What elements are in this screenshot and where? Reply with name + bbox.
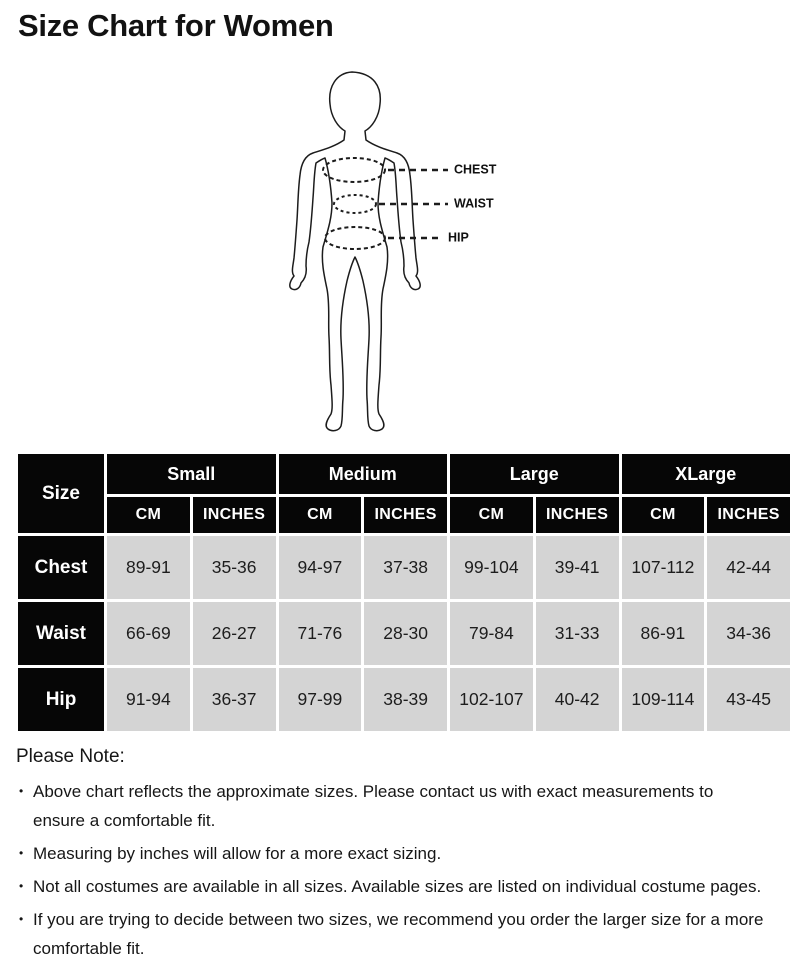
row-label-chest: Chest <box>18 536 104 599</box>
note-line: ensure a comfortable fit. <box>33 811 216 830</box>
unit-header-cm: CM <box>107 497 190 533</box>
measurement-cell: 97-99 <box>279 668 362 731</box>
unit-header-inches: INCHES <box>536 497 619 533</box>
note-line: If you are trying to decide between two sizes, we recommend you order the larger size for a more <box>33 910 764 929</box>
unit-header-inches: INCHES <box>364 497 447 533</box>
table-row-waist <box>18 602 790 665</box>
measurement-cell: 34-36 <box>707 602 790 665</box>
bullet-dot-icon: • <box>19 912 24 926</box>
female-body-outline-icon <box>280 62 520 437</box>
measurement-cell: 39-41 <box>536 536 619 599</box>
measurement-cell: 35-36 <box>193 536 276 599</box>
measurement-cell: 94-97 <box>279 536 362 599</box>
unit-header-cm: CM <box>450 497 533 533</box>
row-label-hip: Hip <box>18 668 104 731</box>
unit-header-cm: CM <box>279 497 362 533</box>
measurement-cell: 71-76 <box>279 602 362 665</box>
measurement-cell: 79-84 <box>450 602 533 665</box>
size-chart-table <box>15 451 793 734</box>
measurement-cell: 40-42 <box>536 668 619 731</box>
chest-label: CHEST <box>454 162 497 177</box>
group-header-small: Small <box>107 454 276 494</box>
unit-header-inches: INCHES <box>193 497 276 533</box>
note-item <box>16 872 808 901</box>
measurement-cell: 26-27 <box>193 602 276 665</box>
measurement-cell: 38-39 <box>364 668 447 731</box>
measurement-cell: 99-104 <box>450 536 533 599</box>
note-line: Above chart reflects the approximate sizes. Please contact us with exact measurements to <box>33 782 714 801</box>
body-measurement-diagram <box>280 62 520 437</box>
measurement-cell: 36-37 <box>193 668 276 731</box>
note-item <box>16 777 808 835</box>
measurement-cell: 109-114 <box>622 668 705 731</box>
measurement-cell: 107-112 <box>622 536 705 599</box>
unit-header-row <box>18 497 790 533</box>
group-header-large: Large <box>450 454 619 494</box>
size-corner-header: Size <box>18 454 104 533</box>
measurement-cell: 43-45 <box>707 668 790 731</box>
measurement-cell: 66-69 <box>107 602 190 665</box>
table-row-hip <box>18 668 790 731</box>
measurement-cell: 102-107 <box>450 668 533 731</box>
row-label-waist: Waist <box>18 602 104 665</box>
measurement-cell: 91-94 <box>107 668 190 731</box>
bullet-dot-icon: • <box>19 846 24 860</box>
notes-section <box>16 746 808 967</box>
measurement-cell: 37-38 <box>364 536 447 599</box>
note-line: Measuring by inches will allow for a more exact sizing. <box>33 844 442 863</box>
measurement-cell: 89-91 <box>107 536 190 599</box>
group-header-xlarge: XLarge <box>622 454 791 494</box>
unit-header-inches: INCHES <box>707 497 790 533</box>
page-title: Size Chart for Women <box>18 8 334 43</box>
bullet-dot-icon: • <box>19 784 24 798</box>
unit-header-cm: CM <box>622 497 705 533</box>
body-outline <box>290 72 420 431</box>
waist-label: WAIST <box>454 196 494 211</box>
measurement-cell: 86-91 <box>622 602 705 665</box>
measurement-cell: 31-33 <box>536 602 619 665</box>
hip-label: HIP <box>448 230 469 245</box>
notes-heading: Please Note: <box>16 746 125 767</box>
measurement-cell: 28-30 <box>364 602 447 665</box>
note-line: comfortable fit. <box>33 939 145 958</box>
note-line: Not all costumes are available in all sizes. Available sizes are listed on individual costume pages. <box>33 877 762 896</box>
bullet-dot-icon: • <box>19 879 24 893</box>
note-item <box>16 905 808 963</box>
group-header-medium: Medium <box>279 454 448 494</box>
measurement-cell: 42-44 <box>707 536 790 599</box>
note-item <box>16 839 808 868</box>
table-row-chest <box>18 536 790 599</box>
